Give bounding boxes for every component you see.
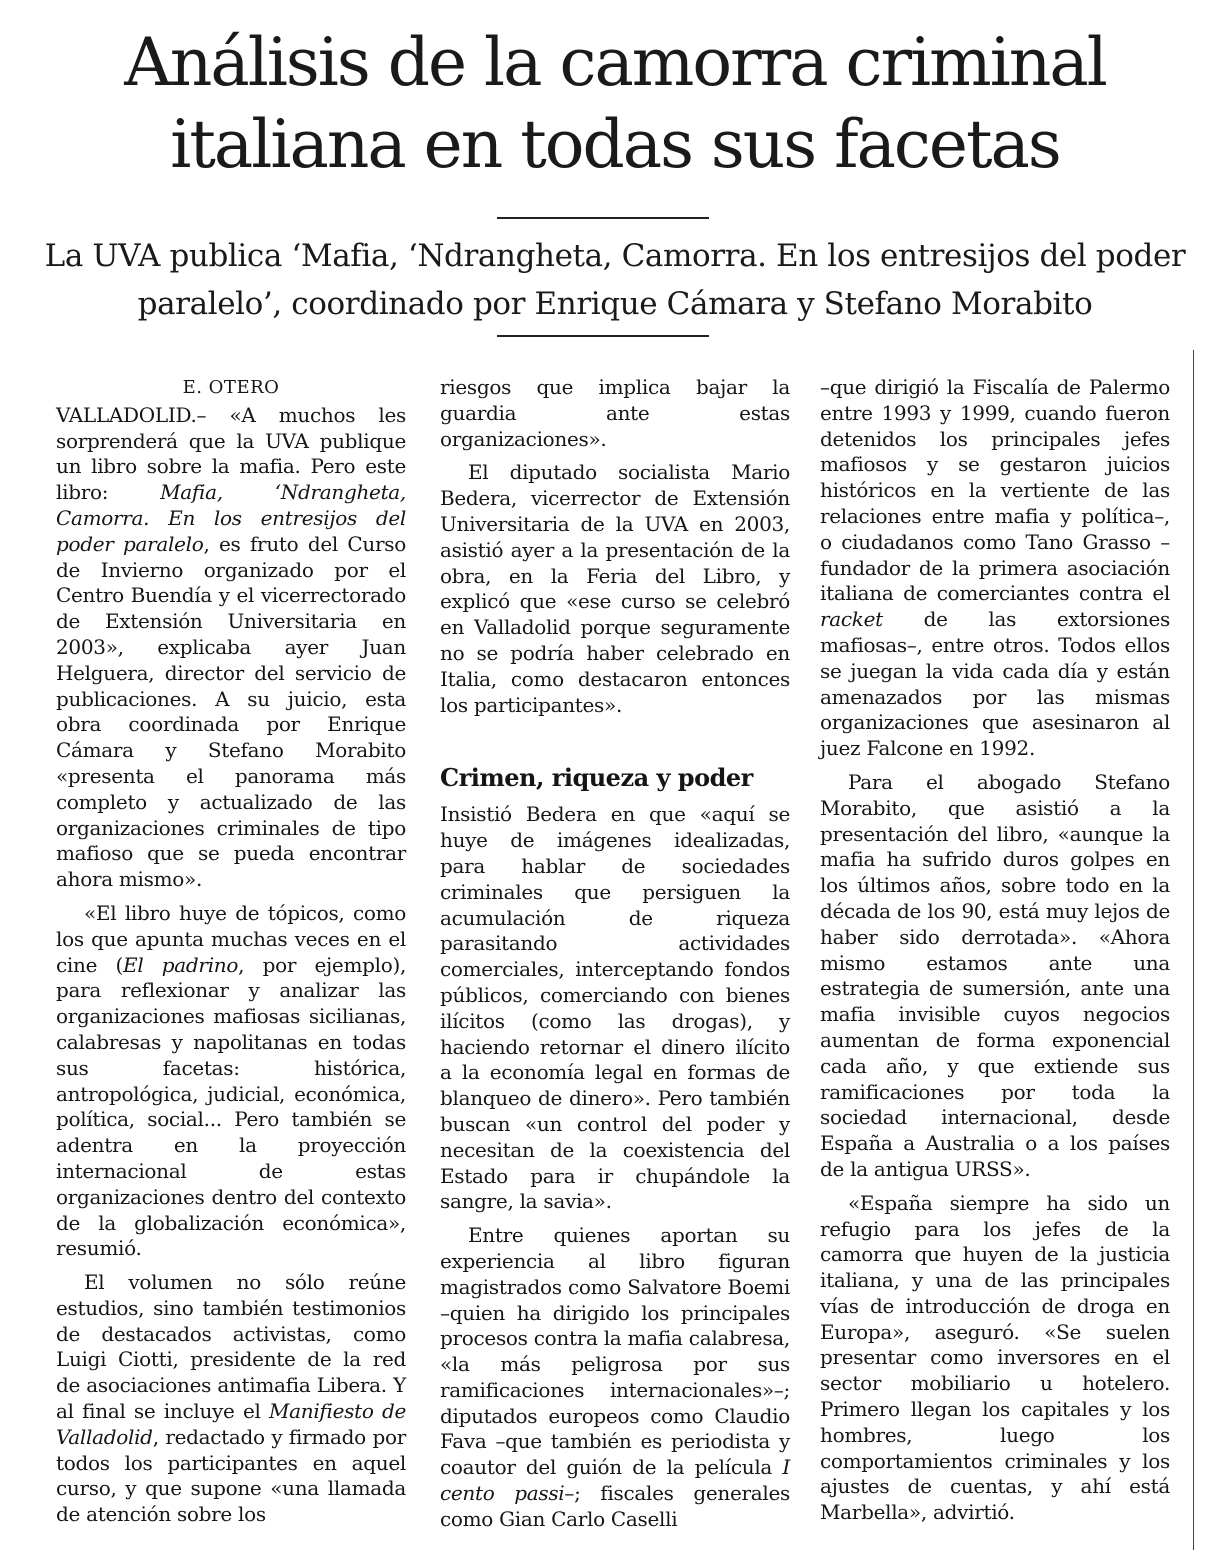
subtitle-bottom-rule bbox=[497, 335, 709, 337]
paragraph bbox=[56, 901, 406, 1262]
paragraph bbox=[820, 375, 1170, 762]
text-run: Entre quienes aportan su experiencia al libro figuran magistrados como Salvatore Boemi –quien ha dirigido los principales procesos contra la mafia calabresa, «la más peligrosa por sus ramificaciones internacionales»–; diputados europeos como Claudio Fava –que también es periodista y coautor del guión de la película bbox=[440, 1223, 790, 1480]
italic-term: racket bbox=[820, 607, 883, 632]
headline-line-1: Análisis de la camorra criminal bbox=[124, 24, 1106, 101]
paragraph: «España siempre ha sido un refugio para los jefes de la camorra que huyen de la justicia italiana, y una de las principales vías de introducción de droga en Europa», aseguró. «Se suelen presentar como inversores en el sector mobiliario u hotelero. Primero llegan los capitales y los hombres, luego los comportamientos criminales y los ajustes de cuentas, y ahí está Marbella», advirtió. bbox=[820, 1190, 1170, 1525]
subtitle-top-rule bbox=[497, 217, 709, 219]
text-run: El volumen no sólo reúne estudios, sino también testimonios de destacados activistas, como Luigi Ciotti, presidente de la red de asociaciones antimafia Libera. Y al final se incluye el bbox=[56, 1270, 406, 1424]
headline bbox=[30, 22, 1200, 186]
paragraph: riesgos que implica bajar la guardia ante estas organizaciones». bbox=[440, 375, 790, 451]
manifesto-title: Manifiesto de Valladolid bbox=[56, 1399, 406, 1449]
column-2 bbox=[440, 375, 790, 1533]
paragraph bbox=[56, 403, 406, 893]
text-run: , es fruto del Curso de Invierno organizado por el Centro Buendía y el vicerrectorado de Extensión Universitaria en 2003», explicaba ayer Juan Helguera, director del servicio de publicaciones. A su juicio, esta obra coordinada por Enrique Cámara y Stefano Morabito «presenta el panorama más completo y actualizado de las organizaciones criminales de tipo mafioso que se pueda encontrar ahora mismo». bbox=[56, 531, 406, 892]
paragraph bbox=[440, 1223, 790, 1533]
text-run: –; fiscales generales como Gian Carlo Caselli bbox=[440, 1481, 790, 1531]
book-title: Mafia, ‘Ndrangheta, Camorra. En los entresijos del poder paralelo bbox=[56, 480, 406, 556]
text-run: VALLADOLID.– «A muchos les sorprenderá que la UVA publique un libro sobre la mafia. Pero este libro: bbox=[56, 402, 406, 505]
paragraph: Insistió Bedera en que «aquí se huye de imágenes idealizadas, para hablar de sociedades criminales que persiguen la acumulación de riqueza parasitando actividades comerciales, interceptando fondos públicos, comerciando con bienes ilícitos (como las drogas), y haciendo retornar el dinero ilícito a la economía legal en formas de blanqueo de dinero». Pero también buscan «un control del poder y necesitan de la coexistencia del Estado para ir chupándole la sangre, la savia». bbox=[440, 802, 790, 1214]
paragraph: Para el abogado Stefano Morabito, que asistió a la presentación del libro, «aunque la mafia ha sufrido duros golpes en los últimos años, sobre todo en la década de los 90, está muy lejos de haber sido derrotada». «Ahora mismo estamos ante una estrategia de sumersión, ante una mafia invisible cuyos negocios aumentan de forma exponencial cada año, y que extiende sus ramificaciones por toda la sociedad internacional, desde España a Australia o a los países de la antigua URSS». bbox=[820, 769, 1170, 1181]
text-run: –que dirigió la Fiscalía de Palermo entre 1993 y 1999, cuando fueron detenidos los principales jefes mafiosos y se gestaron juicios históricos en la vertiente de las relaciones entre mafia y política–, o ciudadanos como Tano Grasso –fundador de la primera asociación italiana de comerciantes contra el bbox=[820, 375, 1170, 606]
column-divider bbox=[1193, 350, 1194, 1550]
section-heading: Crimen, riqueza y poder bbox=[440, 763, 753, 793]
text-run: , por ejemplo), para reflexionar y analizar las organizaciones mafiosas sicilianas, calabresas y napolitanas en todas sus facetas: histórica, antropológica, judicial, económica, política, social... Pero también se adentra en la proyección internacional de estas organizaciones dentro del contexto de la globalización económica», resumió. bbox=[56, 952, 407, 1261]
byline: E. OTERO bbox=[182, 377, 280, 398]
headline-line-2: italiana en todas sus facetas bbox=[170, 106, 1060, 183]
film-title: I cento passi bbox=[440, 1455, 790, 1506]
text-run: «El libro huye de tópicos, como los que apunta muchas veces en el cine ( bbox=[56, 900, 406, 977]
column-3 bbox=[820, 375, 1170, 1526]
paragraph: El diputado socialista Mario Bedera, vicerrector de Extensión Universitaria de la UVA en 2003, asistió ayer a la presentación de la obra, en la Feria del Libro, y explicó que «ese curso se celebró en Valladolid porque seguramente no se podría haber celebrado en Italia, como destacaron entonces los participantes». bbox=[440, 460, 790, 717]
subtitle: La UVA publica ‘Mafia, ‘Ndrangheta, Camorra. En los entresijos del poder paralelo’, coordinado por Enrique Cámara y Stefano Morabito bbox=[44, 238, 1186, 322]
column-1 bbox=[56, 375, 406, 1528]
paragraph bbox=[56, 1270, 406, 1528]
text-run: de las extorsiones mafiosas–, entre otros. Todos ellos se juegan la vida cada día y están amenazados por las mismas organizaciones que asesinaron al juez Falcone en 1992. bbox=[820, 607, 1170, 761]
film-title: El padrino bbox=[123, 952, 239, 977]
text-run: , redactado y firmado por todos los participantes en aquel curso, y que supone «una llamada de atención sobre los bbox=[56, 1424, 406, 1527]
